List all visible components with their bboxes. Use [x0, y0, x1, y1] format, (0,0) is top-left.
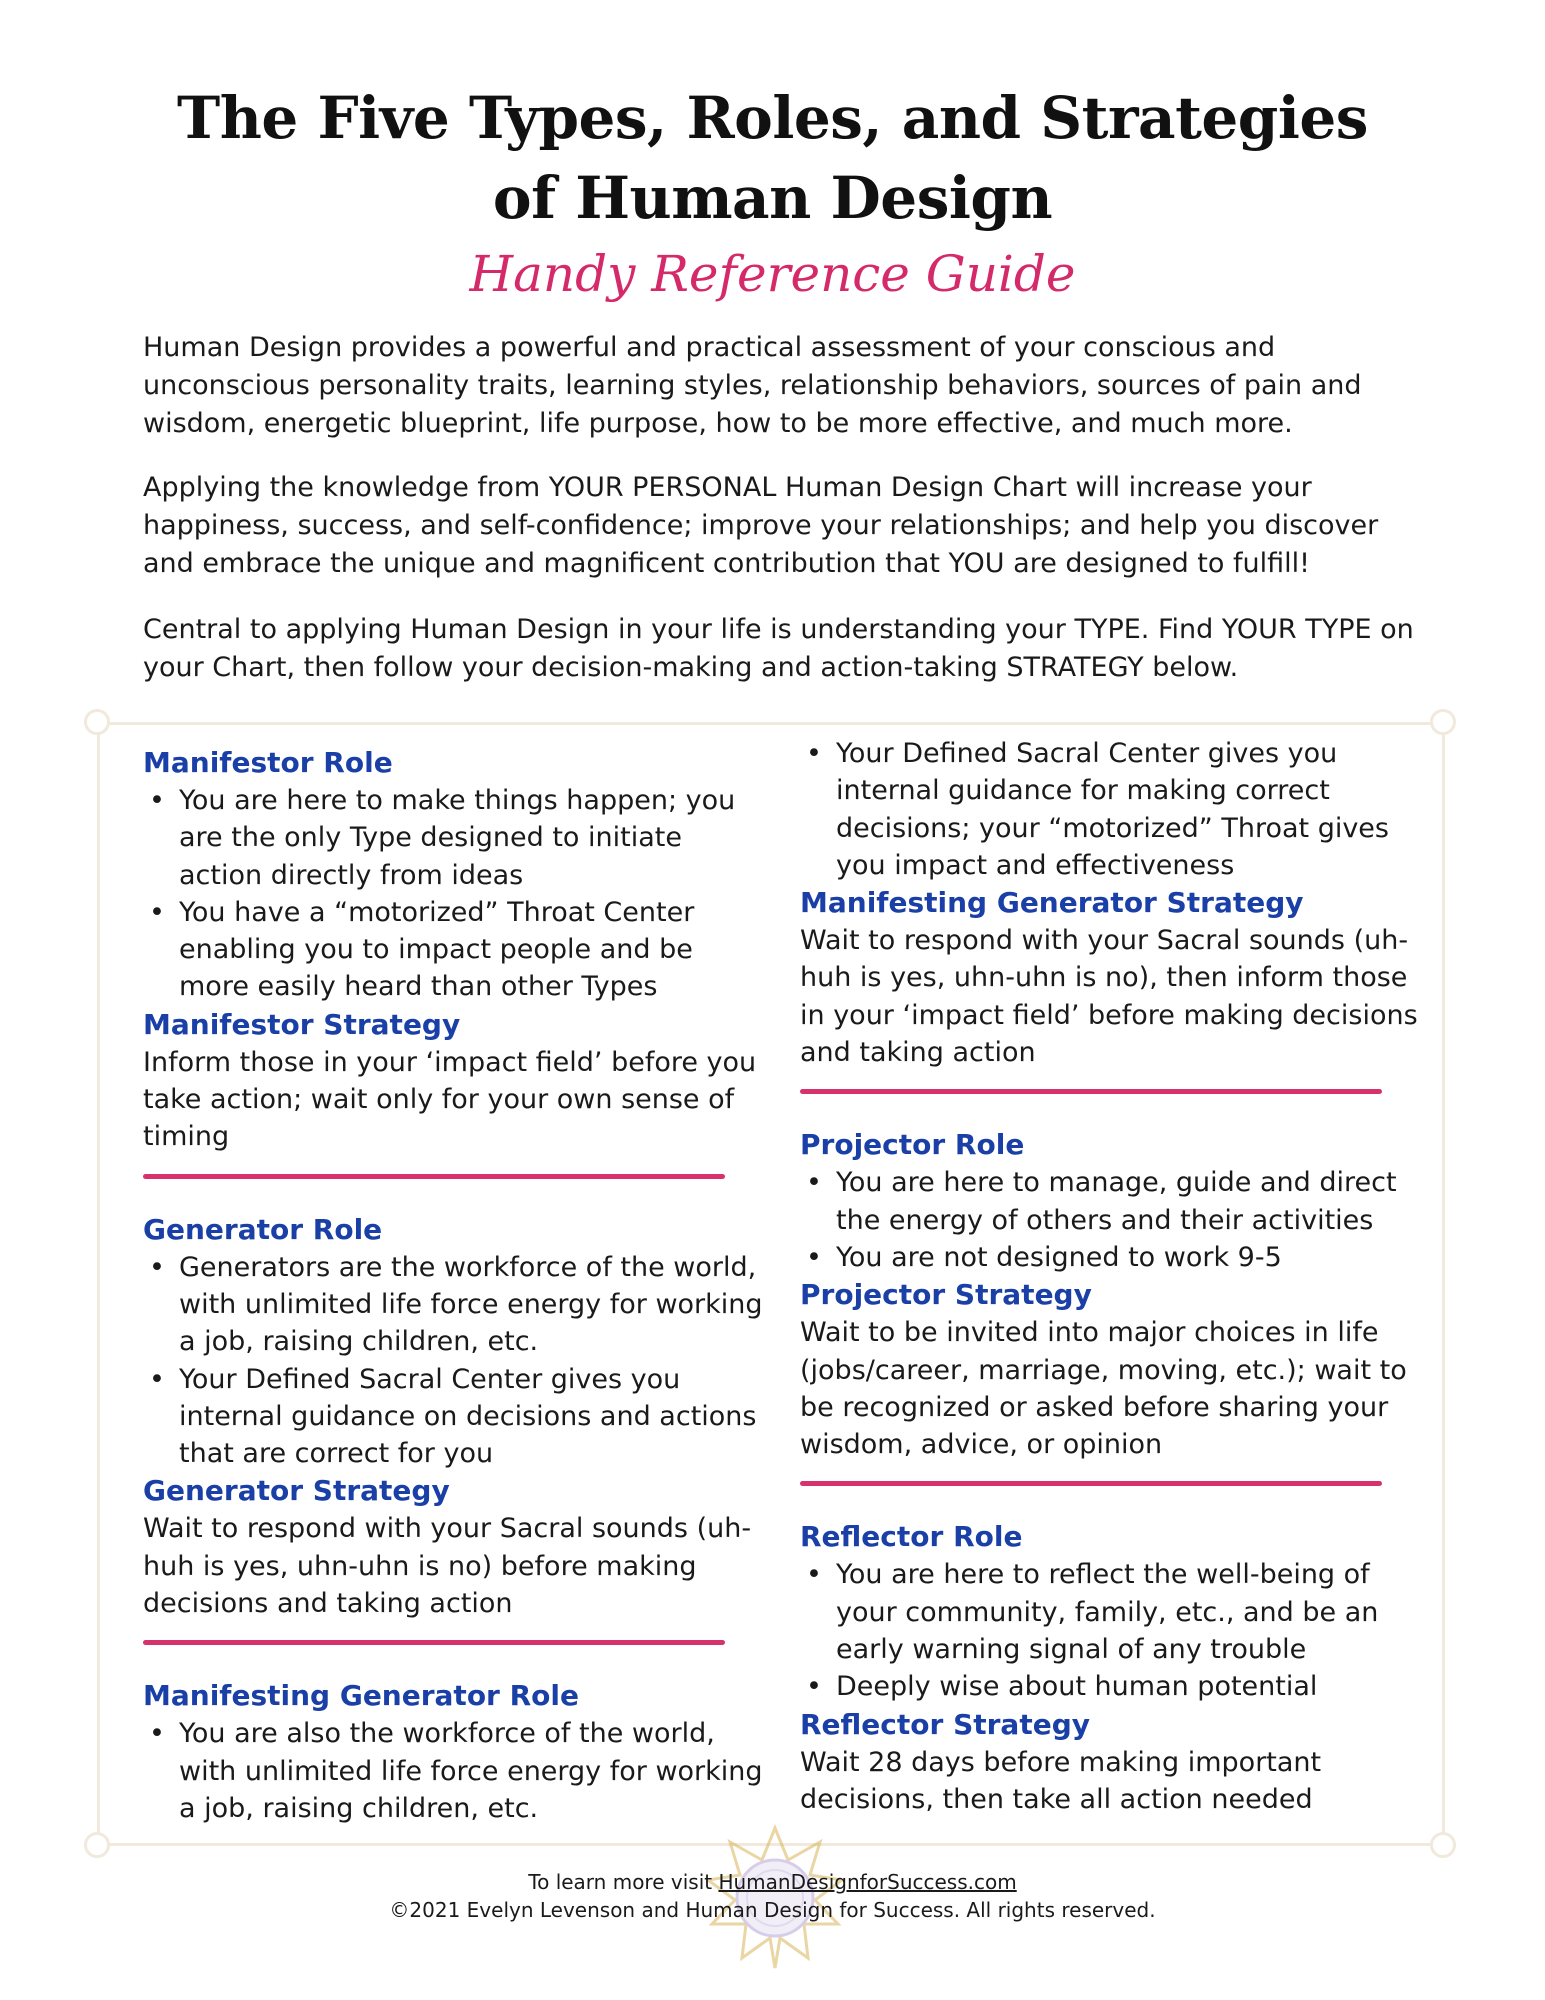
frame-corner-ornament: [1430, 709, 1456, 735]
intro-paragraph-2: Applying the knowledge from YOUR PERSONAL Human Design Chart will increase your happiness, success, and self-confidence; improve your relationships; and help you discover and embrace the unique and magnificent contribution that YOU are designed to fulfill!: [143, 472, 1379, 579]
manifesting-generator-section: [143, 1677, 768, 1827]
intro-paragraph-3: Central to applying Human Design in your life is understanding your TYPE. Find YOUR TYPE on your Chart, then follow your decision-making and action-taking STRATEGY below.: [143, 614, 1414, 683]
reflector-section: [800, 1518, 1430, 1818]
footer-copyright: ©2021 Evelyn Levenson and Human Design for Success. All rights reserved.: [389, 1898, 1156, 1922]
page-title: [0, 78, 1545, 238]
reflector-role-heading: Reflector Role: [800, 1520, 1023, 1554]
projector-strategy-text: Wait to be invited into major choices in life (jobs/career, marriage, moving, etc.); wait to be recognized or asked before sharing your wisdom, advice, or opinion: [800, 1317, 1407, 1461]
subtitle: Handy Reference Guide: [469, 245, 1076, 303]
list-item: • Your Defined Sacral Center gives you internal guidance for making correct decisions; your “motorized” Throat gives you impact and effectiveness: [800, 735, 1430, 884]
generator-strategy-heading: Generator Strategy: [143, 1474, 450, 1508]
title-line-2: of Human Design: [492, 164, 1053, 232]
projector-role-list: [800, 1164, 1430, 1276]
manifestor-strategy-heading: Manifestor Strategy: [143, 1007, 461, 1041]
projector-strategy-heading: Projector Strategy: [800, 1278, 1092, 1312]
title-line-1: The Five Types, Roles, and Strategies: [177, 84, 1368, 152]
list-item: • Generators are the workforce of the world, with unlimited life force energy for working a job, raising children, etc.: [143, 1249, 768, 1361]
list-item: • You have a “motorized” Throat Center enabling you to impact people and be more easily heard than other Types: [143, 894, 768, 1006]
projector-section: [800, 1126, 1430, 1463]
list-item: • You are here to make things happen; you are the only Type designed to initiate action directly from ideas: [143, 782, 768, 894]
manifesting-generator-role-list: [143, 1715, 768, 1827]
manifestor-role-heading: Manifestor Role: [143, 746, 393, 779]
section-divider: [143, 1640, 725, 1645]
section-divider: [143, 1174, 725, 1179]
footer-learn-more: [0, 1868, 1545, 1896]
frame-corner-ornament: [84, 709, 110, 735]
generator-role-list: [143, 1249, 768, 1473]
right-column: [800, 735, 1430, 1818]
list-item: • You are also the workforce of the world, with unlimited life force energy for working a job, raising children, etc.: [143, 1715, 768, 1827]
list-item: • Your Defined Sacral Center gives you internal guidance on decisions and actions that are correct for you: [143, 1361, 768, 1473]
section-divider: [800, 1481, 1382, 1486]
frame-corner-ornament: [1430, 1832, 1456, 1858]
left-column: [143, 744, 768, 1827]
reflector-role-list: [800, 1556, 1430, 1705]
manifesting-generator-role-list-continued: [800, 735, 1430, 884]
list-item: • You are here to manage, guide and direct the energy of others and their activities: [800, 1164, 1430, 1239]
list-item: • You are here to reflect the well-being of your community, family, etc., and be an early warning signal of any trouble: [800, 1556, 1430, 1668]
section-divider: [800, 1089, 1382, 1094]
reflector-strategy-text: Wait 28 days before making important decisions, then take all action needed: [800, 1746, 1322, 1815]
footer-learn-prefix: To learn more visit: [528, 1870, 719, 1894]
manifestor-section: [143, 744, 768, 1156]
intro-paragraph-1: Human Design provides a powerful and practical assessment of your conscious and unconscious personality traits, learning styles, relationship behaviors, sources of pain and wisdom, energetic blueprint, life purpose, how to be more effective, and much more.: [143, 332, 1362, 439]
manifesting-generator-role-heading: Manifesting Generator Role: [143, 1679, 579, 1713]
manifestor-strategy-text: Inform those in your ‘impact field’ before you take action; wait only for your own sense of timing: [143, 1046, 757, 1153]
generator-role-heading: Generator Role: [143, 1212, 383, 1246]
manifesting-generator-strategy-text: Wait to respond with your Sacral sounds (uh-huh is yes, uhn-uhn is no), then inform those in your ‘impact field’ before making decisions and taking action: [800, 925, 1418, 1069]
generator-section: [143, 1211, 768, 1623]
frame-corner-ornament: [84, 1832, 110, 1858]
reflector-strategy-heading: Reflector Strategy: [800, 1707, 1090, 1741]
generator-strategy-text: Wait to respond with your Sacral sounds (uh-huh is yes, uhn-uhn is no) before making decisions and taking action: [143, 1513, 752, 1620]
manifesting-generator-strategy-heading: Manifesting Generator Strategy: [800, 886, 1304, 920]
manifestor-role-list: [143, 782, 768, 1006]
list-item: • You are not designed to work 9-5: [800, 1239, 1430, 1276]
list-item: • Deeply wise about human potential: [800, 1668, 1430, 1705]
projector-role-heading: Projector Role: [800, 1128, 1025, 1162]
website-link[interactable]: HumanDesignforSuccess.com: [718, 1870, 1017, 1894]
